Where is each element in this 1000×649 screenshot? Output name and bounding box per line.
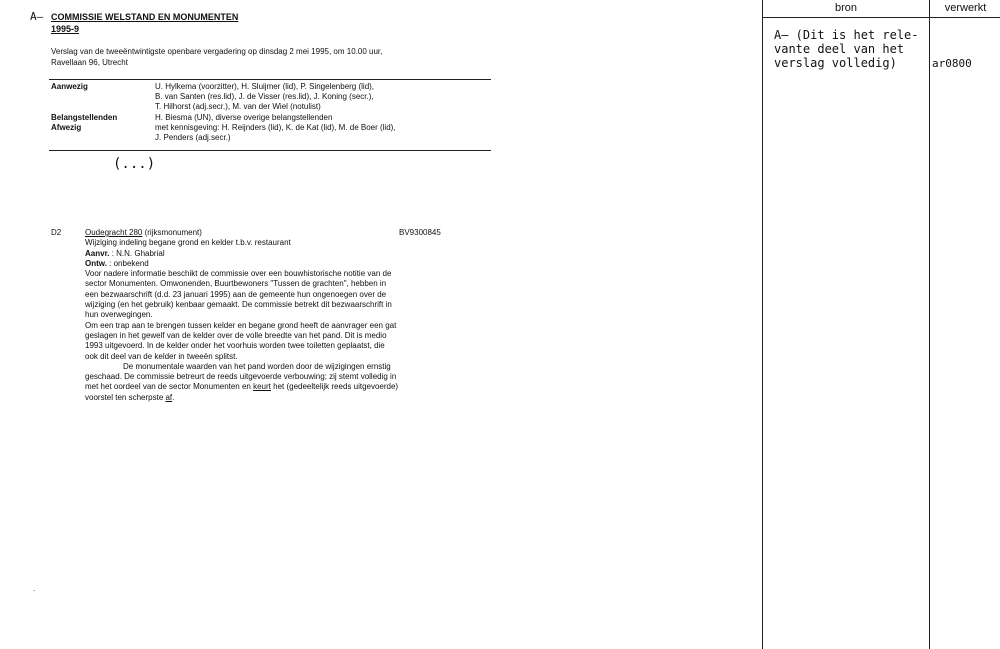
decision-af: af [165, 392, 173, 402]
decision-keurt: keurt [253, 382, 271, 392]
omission-ellipsis: (...) [113, 156, 156, 172]
item-code: D2 [51, 228, 62, 237]
processed-code: ar0800 [932, 57, 972, 70]
item-reference: BV9300845 [399, 228, 441, 237]
section-prefix: A– [30, 10, 44, 23]
attendance-row: B. van Santen (res.lid), J. de Visser (res.lid), J. Koning (secr.), [155, 92, 374, 102]
attendance-row: Aanwezig U. Hylkema (voorzitter), H. Sluijmer (lid), P. Singelenberg (lid), [51, 82, 375, 91]
divider-top [49, 79, 491, 80]
attendance-row: T. Hilhorst (adj.secr.), M. van der Wiel (notulist) [155, 102, 321, 112]
annotation-sidebar [762, 0, 1000, 649]
title-line-1: COMMISSIE WELSTAND EN MONUMENTEN [51, 12, 239, 22]
divider-bottom [49, 150, 491, 151]
item-applicant: Aanvr. : N.N. Ghabrial [85, 248, 165, 258]
stray-mark: . [33, 584, 36, 593]
paragraph-2: Om een trap aan te brengen tussen kelder en begane grond heeft de aanvrager een gat geslagen in het gewelf van de kelder over de volle breedte van het pand. Dit is medio 1993 uitgevoerd. In de kelder onder het voorhuis worden twee toiletten geplaatst, die ook dit deel van de kelder in tweeën splitst. [85, 320, 397, 361]
item-address: Oudegracht 280 [85, 228, 143, 237]
paragraph-1: Voor nadere informatie beschikt de commissie over een bouwhistorische notitie van de sector Monumenten. Omwonenden, Buurtbewoners "Tussen de grachten", hebben in een bezwaarschrift (d.d. 23 januari 1995) aan de gemeente hun ongenoegen over de wijziging (en het gebruik) kenbaar gemaakt. De commissie betrekt dit bezwaarschrift in hun overwegingen. [85, 269, 392, 320]
intro-line: Ravellaan 96, Utrecht [51, 58, 128, 67]
attendance-row: J. Penders (adj.secr.) [155, 133, 231, 143]
header-divider [763, 17, 1000, 18]
title-line-2: 1995-9 [51, 24, 80, 34]
header-bron: bron [834, 2, 858, 14]
source-note: A– (Dit is het rele- vante deel van het verslag volledig) [774, 28, 919, 70]
intro-text [51, 46, 511, 68]
item-subject: Wijziging indeling begane grond en kelder t.b.v. restaurant [85, 238, 291, 248]
paragraph-3: De monumentale waarden van het pand worden door de wijzigingen ernstig geschaad. De commissie betreurt de reeds uitgevoerde verbouwing; zij stemt volledig in met het oordeel van de sector Monumenten en keurt het (gedeeltelijk reeds uitgevoerde) voorstel ten scherpste af. [85, 361, 399, 402]
attendance-row: Afwezig met kennisgeving: H. Reijnders (lid), K. de Kat (lid), M. de Boer (lid), [51, 122, 396, 132]
intro-line: Verslag van de tweeëntwintigste openbare vergadering op dinsdag 2 mei 1995, om 10.00 uur, [51, 47, 383, 56]
document-title [51, 11, 238, 35]
agenda-item [85, 228, 485, 403]
attendance-row: Belangstellenden H. Biesma (UN), diverse overige belangstellenden [51, 112, 333, 122]
column-divider [929, 0, 930, 649]
item-designer: Ontw. : onbekend [85, 258, 149, 268]
item-status: (rijksmonument) [142, 228, 202, 237]
header-verwerkt: verwerkt [944, 2, 987, 14]
attendance-list [51, 82, 491, 143]
